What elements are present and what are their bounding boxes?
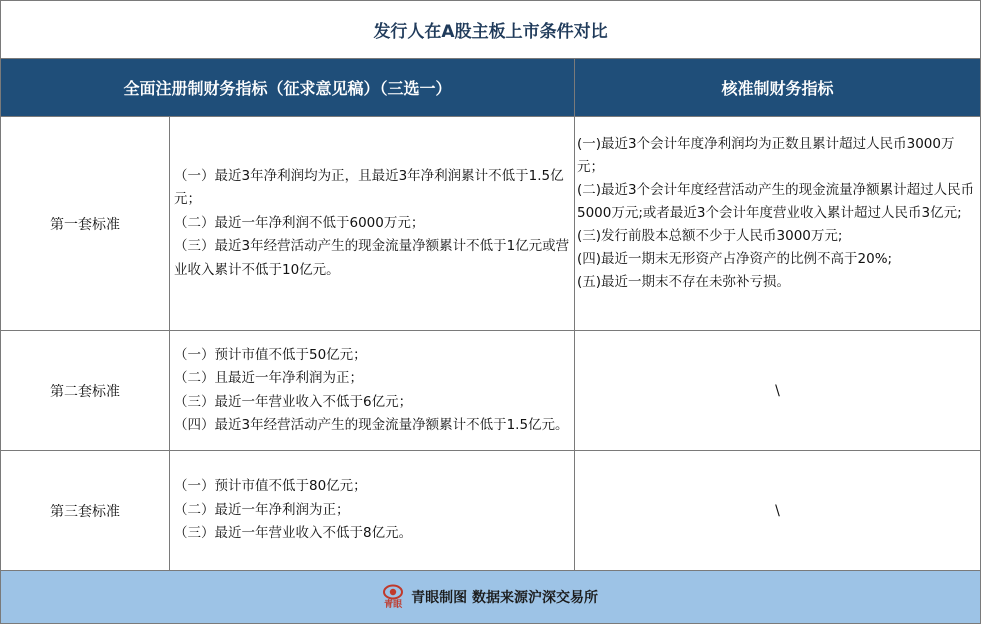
table-row — [1, 117, 981, 331]
source-footer — [1, 571, 981, 624]
footer-row — [1, 571, 981, 624]
title-row — [1, 1, 981, 59]
row-label: 第二套标准 — [1, 331, 170, 451]
table-row — [1, 451, 981, 571]
header-registration: 全面注册制财务指标（征求意见稿）（三选一） — [1, 59, 575, 117]
approval-criteria-cell — [575, 117, 981, 331]
criteria-line: (四)最近一期末无形资产占净资产的比例不高于20%; — [577, 251, 893, 267]
table-row — [1, 331, 981, 451]
registration-criteria-cell — [170, 331, 575, 451]
criteria-line: （三）最近3年经营活动产生的现金流量净额累计不低于1亿元或营业收入累计不低于10亿元。 — [174, 238, 570, 278]
header-row — [1, 59, 981, 117]
criteria-line: (三)发行前股本总额不少于人民币3000万元; — [577, 228, 843, 244]
criteria-line: （三）最近一年营业收入不低于8亿元。 — [174, 525, 413, 542]
criteria-line: （二）最近一年净利润不低于6000万元； — [174, 214, 425, 231]
footer-source-text: 青眼制图 数据来源沪深交易所 — [411, 590, 598, 606]
registration-criteria-cell — [170, 117, 575, 331]
approval-criteria-cell: \ — [575, 451, 981, 571]
approval-criteria-cell: \ — [575, 331, 981, 451]
logo-text: 青眼 — [384, 600, 403, 610]
criteria-line: （二）最近一年净利润为正； — [174, 501, 350, 518]
criteria-line: （三）最近一年营业收入不低于6亿元； — [174, 393, 413, 410]
criteria-line: (五)最近一期末不存在未弥补亏损。 — [577, 274, 791, 290]
criteria-line: （二）且最近一年净利润为正； — [174, 370, 363, 386]
brand-logo — [383, 584, 403, 610]
criteria-line: （四）最近3年经营活动产生的现金流量净额累计不低于1.5亿元。 — [174, 417, 569, 433]
row-label: 第三套标准 — [1, 451, 170, 571]
criteria-line: （一）预计市值不低于50亿元； — [174, 346, 367, 363]
header-approval: 核准制财务指标 — [575, 59, 981, 117]
registration-criteria-cell — [170, 451, 575, 571]
eye-logo-icon — [383, 584, 403, 600]
criteria-line: (二)最近3个会计年度经营活动产生的现金流量净额累计超过人民币5000万元;或者最近3个会计年度营业收入累计超过人民币3亿元; — [577, 182, 975, 221]
criteria-line: (一)最近3个会计年度净利润均为正数且累计超过人民币3000万元； — [577, 136, 955, 175]
page-title: 发行人在A股主板上市条件对比 — [1, 1, 981, 59]
row-label: 第一套标准 — [1, 117, 170, 331]
criteria-line: （一）预计市值不低于80亿元； — [174, 478, 367, 495]
criteria-line: （一）最近3年净利润均为正，且最近3年净利润累计不低于1.5亿元； — [174, 167, 564, 208]
